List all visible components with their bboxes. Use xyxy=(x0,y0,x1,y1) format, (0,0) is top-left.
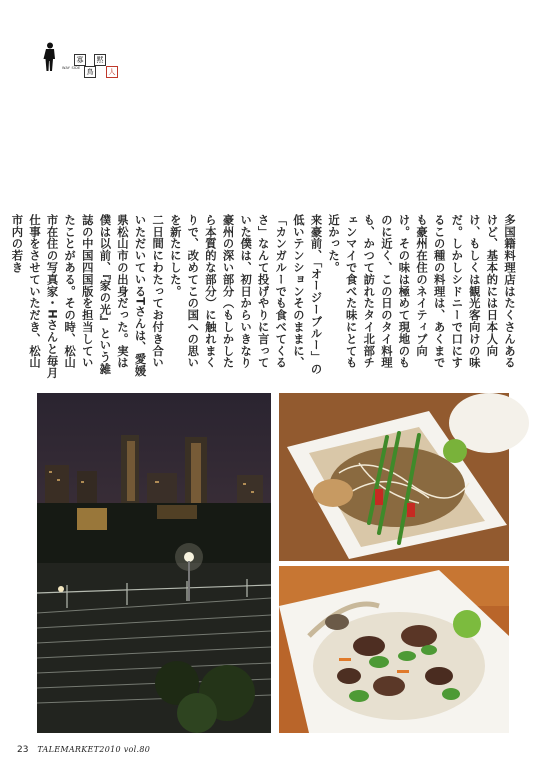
page-number: 23 xyxy=(17,745,29,755)
magazine-name: TALEMARKET2010 vol.80 xyxy=(37,745,151,754)
logo-box-4: 人 xyxy=(106,66,118,78)
logo-box-1: 寡 xyxy=(74,54,86,66)
dish-photo-salad xyxy=(279,566,509,733)
dish-photo-noodle xyxy=(279,393,509,561)
night-city-image xyxy=(37,393,271,733)
salad-dish-image xyxy=(279,566,509,733)
noodle-dish-image xyxy=(279,393,509,561)
article-body xyxy=(10,214,518,380)
article-paragraph-3: 二日間にわたってお付き合いいただいているTさんは、愛媛県松山市の出身だった。実は僕は以前、『家の光』という雑誌の中国四国版を担当していたことがある。その時、松山市在住の写真家・Hさんと毎月仕事をさせていただき、松山市内の若き xyxy=(10,214,165,379)
article-paragraph-2: 来豪前、「オージーブルー」の低いテンションそのままに、「カンガルーでも食べてくるさ」なんて投げやりに言っていた僕は、初日からいきなり豪州の深い部分（もしかしたら本質的な部分）に触れまくりで、改めてこの国への思いを新たにした。 xyxy=(168,214,323,375)
page-footer xyxy=(17,745,150,755)
person-silhouette-icon xyxy=(43,42,57,72)
logo-box-2: 黙 xyxy=(94,54,106,66)
logo-box-3: 鳥 xyxy=(84,66,96,78)
article-paragraph-1: 多国籍料理店はたくさんあるけど、基本的には日本人向け、もしくは観光客向けの味だ。しかしシドニーで口にするこの種の料理は、あくまでも豪州在住のネイティブ向け。その味は極めて現地のものに近く、この日のタイ料理も、かつて訪れたタイ北部チェンマイで食べた味にとても近かった。 xyxy=(327,214,516,369)
night-city-photo xyxy=(37,393,271,733)
header-logo xyxy=(40,40,140,84)
logo-tagline: WAY SIDE xyxy=(62,66,81,70)
